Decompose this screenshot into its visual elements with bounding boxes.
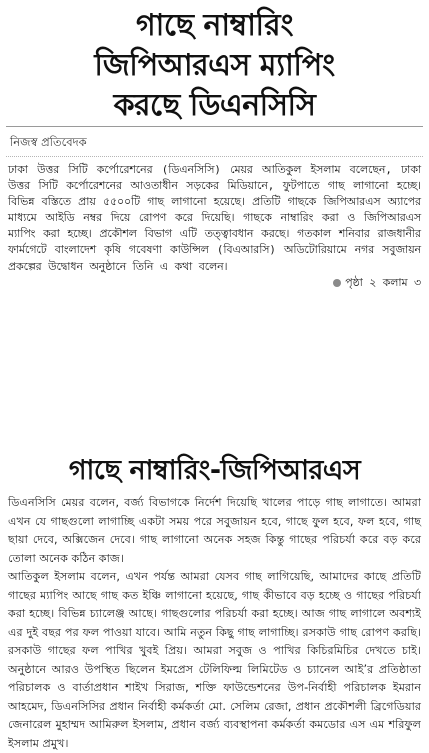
jump-headline: গাছে নাম্বারিং-জিপিআরএস — [68, 455, 361, 486]
jump-paragraph-1: ডিএনসিসি মেয়র বলেন, বর্জ্য বিভাগকে নির্দেশ দিয়েছি খালের পাড়ে গাছ লাগাতে। আমরা এখন যে গাছগুলো লাগাচ্ছি একটা সময় পরে সবুজায়ন হবে, গাছে ফুল হবে, ফল হবে, গাছ ছায়া দেবে, অক্সিজেন দেবে। গাছ লাগানো অনেক সহজ কিন্তু গাছের পরিচর্যা করে বড় করে তোলা অনেক কঠিন কাজ। — [8, 496, 421, 565]
headline-line-3: করছে ডিএনসিসি — [113, 88, 316, 123]
headline-line-2: জিপিআরএস ম্যাপিং — [94, 48, 335, 83]
continued-text: পৃষ্ঠা ২ কলাম ৩ — [345, 275, 421, 289]
story-paragraph: ঢাকা উত্তর সিটি কর্পোরেশনের (ডিএনসিসি) মেয়র আতিকুল ইসলাম বলেছেন, ঢাকা উত্তর সিটি কর্পোরেশনের আওতাধীন সড়কের মিডিয়ানে, ফুটপাতে গাছ লাগানো হচ্ছে। বিভিন্ন বস্তিতে প্রায় ৫৫০০টি গাছ লাগানো হয়েছে। প্রতিটি গাছকে জিপিআরএস অ্যাপের মাধ্যমে আইডি নম্বর দিয়ে রোপণ করে দিয়েছি। গাছকে নাম্বারিং করা ও জিপিআরএস ম্যাপিং করা হচ্ছে। প্রকৌশল বিভাগ এটি তত্ত্বাবধান করছে। গতকাল শনিবার রাজধানীর ফার্মগেটে বাংলাদেশ কৃষি গবেষণা কাউন্সিল (বিএআরসি) অডিটোরিয়ামে নগর সবুজায়ন প্রকল্পের উদ্বোধন অনুষ্ঠানে তিনি এ কথা বলেন। — [8, 163, 421, 273]
main-headline — [0, 0, 429, 126]
headline-line-1: গাছে নাম্বারিং — [135, 8, 293, 43]
jump-paragraph-2: আতিকুল ইসলাম বলেন, এখন পর্যন্ত আমরা যেসব গাছ লাগিয়েছি, আমাদের কাছে প্রতিটি গাছের ম্যাপিং আছে গাছ কত ইঞ্চি লাগানো হয়েছে, গাছ কীভাবে বড় হচ্ছে ও গাছের পরিচর্যা করা হচ্ছে। বিভিন্ন চ্যালেঞ্জ আছে। গাছগুলোর পরিচর্যা করা হচ্ছে। আজ গাছ লাগালে অবশ্যই এর দুই বছর পর ফল পাওয়া যাবে। আমি নতুন কিছু গাছ লাগাচ্ছি। রসকাউ গাছ রোপণ করছি। রসকাউ গাছের ফল পাখির খুবই প্রিয়। আমরা সবুজ ও পাখির কিচিরমিচির দেখতে চাই। অনুষ্ঠানে আরও উপস্থিত ছিলেন ইমপ্রেস টেলিফিল্ম লিমিটেড ও চ্যানেল আই’র প্রতিষ্ঠাতা পরিচালক ও বার্তাপ্রধান শাইখ সিরাজ, শক্তি ফাউন্ডেশনের উপ-নির্বাহী পরিচালক ইমরান আহমেদ, ডিএনসিসির প্রধান নির্বাহী কর্মকর্তা মো. সেলিম রেজা, প্রধান প্রকৌশলী ব্রিগেডিয়ার জেনারেল মুহাম্মদ আমিরুল ইসলাম, প্রধান বর্জ্য ব্যবস্থাপনা কর্মকর্তা কমডোর এস এম শরিফুল ইসলাম প্রমুখ। — [8, 570, 421, 750]
jump-body — [0, 494, 429, 753]
continued-marker — [8, 275, 421, 291]
story-body — [0, 157, 429, 450]
bullet-icon — [333, 279, 341, 287]
byline: নিজস্ব প্রতিবেদক — [10, 135, 87, 149]
